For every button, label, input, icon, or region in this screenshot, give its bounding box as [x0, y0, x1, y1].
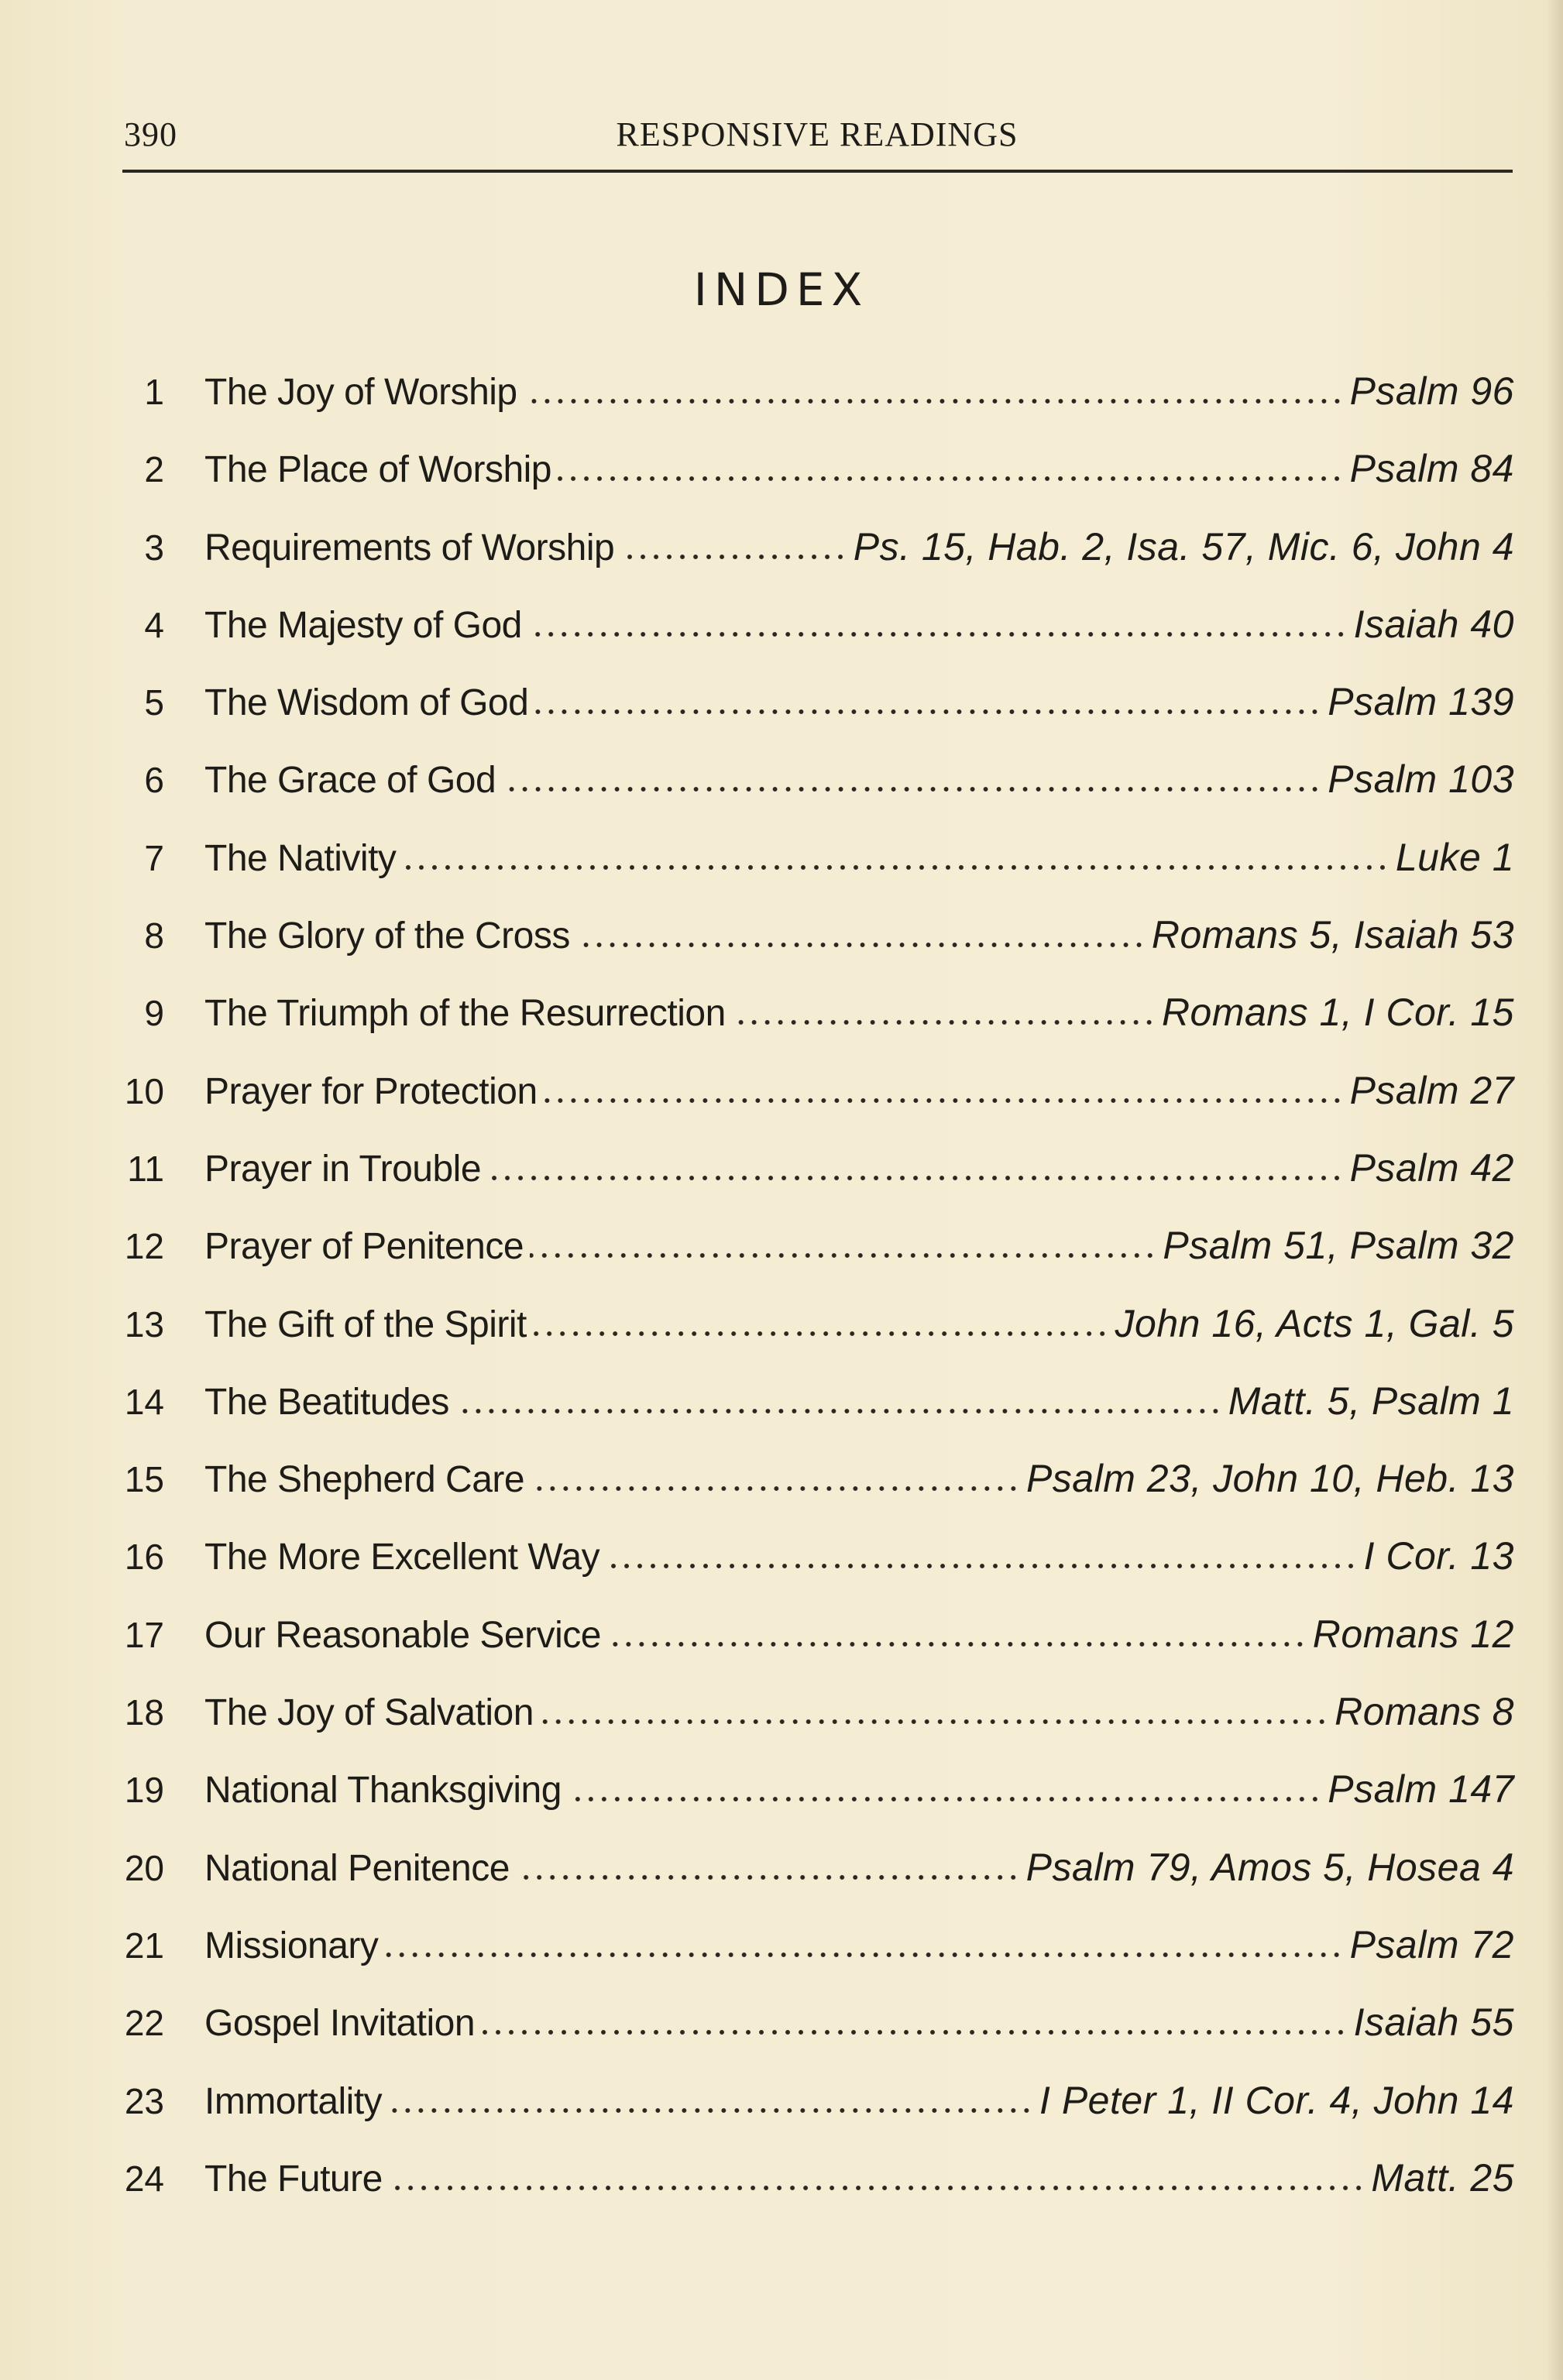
entry-number: 12	[124, 1226, 164, 1267]
scripture-reference: Psalm 84	[1349, 447, 1514, 491]
entry-title: The Beatitudes	[204, 1381, 449, 1423]
entry-title: The Triumph of the Resurrection	[204, 993, 726, 1035]
scripture-reference: John 16, Acts 1, Gal. 5	[1115, 1301, 1514, 1345]
dot-leader	[455, 1406, 1222, 1416]
scripture-reference: Psalm 147	[1328, 1767, 1514, 1812]
scripture-reference: Luke 1	[1395, 835, 1514, 879]
entry-title: National Thanksgiving	[204, 1770, 562, 1812]
dot-leader	[516, 1873, 1020, 1882]
dot-leader	[481, 2028, 1348, 2037]
dot-leader	[530, 1251, 1156, 1260]
index-entry	[108, 912, 1514, 990]
entry-number: 16	[124, 1537, 164, 1578]
index-entry	[108, 990, 1514, 1067]
scripture-reference: Psalm 103	[1328, 757, 1514, 802]
index-entry	[108, 757, 1514, 834]
entry-number: 7	[144, 837, 164, 878]
index-entry	[108, 369, 1514, 446]
dot-leader	[540, 1717, 1328, 1726]
index-entry	[108, 1922, 1514, 2000]
index-entry	[108, 1689, 1514, 1767]
dot-leader	[607, 1640, 1307, 1649]
page-number: 390	[124, 115, 177, 153]
entry-number: 22	[124, 2003, 164, 2044]
index-entry	[108, 2000, 1514, 2077]
entry-number: 10	[124, 1070, 164, 1111]
scripture-reference: Ps. 15, Hab. 2, Isa. 57, Mic. 6, John 4	[853, 524, 1514, 568]
entry-number: 19	[124, 1770, 164, 1811]
entry-number: 20	[124, 1847, 164, 1888]
entry-number: 23	[124, 2080, 164, 2121]
entry-number: 9	[144, 993, 164, 1034]
index-entry	[108, 1533, 1514, 1611]
entry-title: The Majesty of God	[204, 604, 522, 646]
index-entry	[108, 1145, 1514, 1223]
entry-number: 15	[124, 1459, 164, 1500]
scripture-reference: Matt. 25	[1371, 2155, 1514, 2200]
index-entry	[108, 835, 1514, 912]
entry-title: The Joy of Worship	[204, 372, 517, 413]
scripture-reference: I Peter 1, II Cor. 4, John 14	[1039, 2078, 1514, 2122]
index-list	[108, 369, 1514, 2233]
scripture-reference: Romans 1, I Cor. 15	[1161, 991, 1514, 1035]
entry-title: The Glory of the Cross	[204, 915, 570, 957]
entry-number: 2	[144, 449, 164, 490]
running-title: RESPONSIVE READINGS	[616, 115, 1019, 153]
index-entry	[108, 2078, 1514, 2155]
scripture-reference: Isaiah 40	[1353, 602, 1514, 646]
dot-leader	[558, 474, 1344, 483]
entry-title: The Gift of the Spirit	[204, 1303, 527, 1345]
scripture-reference: Psalm 79, Amos 5, Hosea 4	[1025, 1845, 1514, 1889]
index-entry	[108, 679, 1514, 757]
entry-title: National Penitence	[204, 1847, 510, 1889]
entry-title: Requirements of Worship	[204, 527, 615, 568]
index-entry	[108, 1456, 1514, 1533]
entry-number: 21	[124, 1925, 164, 1966]
index-entry	[108, 1223, 1514, 1300]
entry-number: 5	[144, 682, 164, 723]
entry-number: 1	[144, 372, 164, 412]
entry-number: 6	[144, 760, 164, 801]
index-entry	[108, 1301, 1514, 1379]
entry-title: The Place of Worship	[204, 449, 551, 491]
scripture-reference: Romans 5, Isaiah 53	[1151, 913, 1514, 957]
dot-leader	[531, 1484, 1020, 1493]
index-title: INDEX	[693, 263, 870, 316]
dot-leader	[533, 1329, 1109, 1338]
dot-leader	[544, 1096, 1344, 1105]
index-entry	[108, 1767, 1514, 1844]
scripture-reference: Romans 12	[1312, 1612, 1514, 1656]
entry-number: 13	[124, 1303, 164, 1345]
scripture-reference: Psalm 42	[1349, 1145, 1514, 1190]
index-entry	[108, 1612, 1514, 1689]
scripture-reference: Isaiah 55	[1353, 2001, 1514, 2045]
dot-leader	[388, 2106, 1033, 2115]
entry-number: 11	[127, 1148, 164, 1189]
dot-leader	[402, 863, 1389, 872]
dot-leader	[606, 1561, 1358, 1571]
scripture-reference: Psalm 72	[1349, 1922, 1514, 1966]
scripture-reference: Psalm 23, John 10, Heb. 13	[1025, 1457, 1514, 1501]
entry-title: Prayer of Penitence	[204, 1226, 524, 1268]
running-head	[124, 115, 1510, 161]
dot-leader	[528, 630, 1348, 639]
entry-title: The Future	[204, 2158, 383, 2200]
page-edge-shadow	[1546, 0, 1563, 2380]
dot-leader	[534, 707, 1321, 716]
scripture-reference: Psalm 139	[1328, 680, 1514, 724]
entry-title: The Shepherd Care	[204, 1459, 525, 1501]
dot-leader	[576, 940, 1146, 950]
entry-number: 3	[144, 527, 164, 568]
index-entry	[108, 446, 1514, 524]
entry-title: The Wisdom of God	[204, 682, 529, 724]
entry-title: The Nativity	[204, 837, 397, 879]
dot-leader	[620, 552, 847, 562]
index-entry	[108, 524, 1514, 602]
entry-title: The Grace of God	[204, 760, 496, 802]
entry-title: Immortality	[204, 2080, 383, 2122]
scripture-reference: Psalm 96	[1349, 369, 1514, 413]
index-entry	[108, 2155, 1514, 2233]
index-entry	[108, 1845, 1514, 1922]
dot-leader	[732, 1018, 1156, 1027]
scripture-reference: Matt. 5, Psalm 1	[1228, 1379, 1514, 1423]
entry-title: The Joy of Salvation	[204, 1692, 534, 1734]
index-entry	[108, 1379, 1514, 1456]
dot-leader	[487, 1173, 1344, 1183]
scripture-reference: Psalm 27	[1349, 1068, 1514, 1112]
entry-title: The More Excellent Way	[204, 1537, 600, 1578]
scripture-reference: Romans 8	[1335, 1690, 1514, 1734]
scripture-reference: Psalm 51, Psalm 32	[1163, 1224, 1514, 1268]
index-entry	[108, 1068, 1514, 1145]
entry-number: 8	[144, 915, 164, 956]
index-entry	[108, 602, 1514, 679]
entry-title: Gospel Invitation	[204, 2003, 476, 2045]
scripture-reference: I Cor. 13	[1363, 1534, 1514, 1578]
entry-title: Prayer for Protection	[204, 1070, 538, 1112]
dot-leader	[389, 2183, 1365, 2193]
dot-leader	[502, 785, 1321, 794]
entry-number: 4	[144, 604, 164, 645]
entry-number: 24	[124, 2158, 164, 2199]
header-rule	[122, 170, 1513, 173]
entry-title: Prayer in Trouble	[204, 1148, 482, 1190]
entry-number: 18	[124, 1692, 164, 1733]
entry-number: 14	[124, 1381, 164, 1422]
dot-leader	[524, 397, 1344, 406]
dot-leader	[568, 1794, 1321, 1804]
entry-title: Missionary	[204, 1925, 379, 1966]
dot-leader	[384, 1950, 1343, 1959]
entry-number: 17	[124, 1614, 164, 1655]
entry-title: Our Reasonable Service	[204, 1614, 601, 1656]
